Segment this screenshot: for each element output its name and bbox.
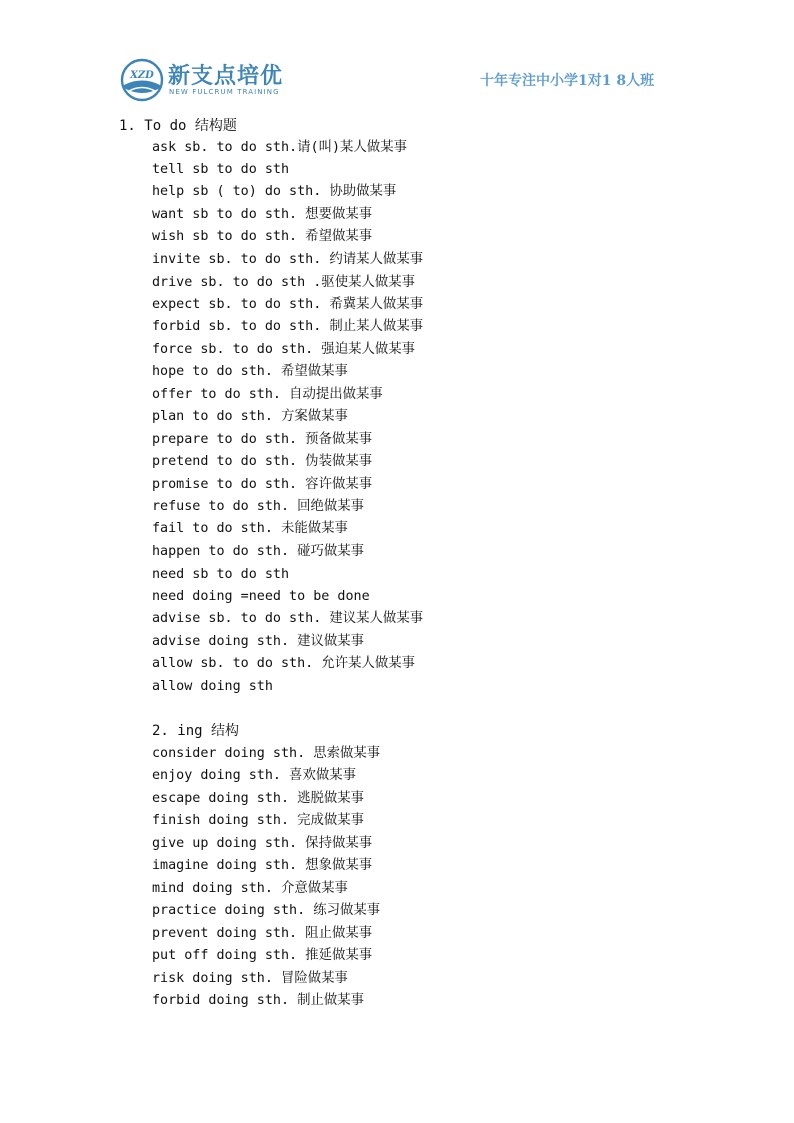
logo-mark-text: XZD [130,70,154,81]
list-item: practice doing sth. 练习做某事 [152,903,381,918]
list-item: advise doing sth. 建议做某事 [152,634,365,649]
list-item: fail to do sth. 未能做某事 [152,521,348,536]
list-item: need doing =need to be done [152,589,370,604]
section-title: 1. To do 结构题 [119,118,237,134]
list-item: force sb. to do sth. 强迫某人做某事 [152,342,416,357]
list-item: refuse to do sth. 回绝做某事 [152,499,365,514]
list-item: need sb to do sth [152,567,290,582]
list-item: risk doing sth. 冒险做某事 [152,971,348,986]
list-item: prepare to do sth. 预备做某事 [152,432,373,447]
list-item: hope to do sth. 希望做某事 [152,364,348,379]
list-item: drive sb. to do sth .驱使某人做某事 [152,275,416,290]
list-item: happen to do sth. 碰巧做某事 [152,544,365,559]
list-item: advise sb. to do sth. 建议某人做某事 [152,611,424,626]
list-item: want sb to do sth. 想要做某事 [152,207,373,222]
list-item: allow doing sth [152,679,273,694]
section-title: 2. ing 结构 [152,723,240,739]
list-item: put off doing sth. 推延做某事 [152,948,373,963]
list-item: forbid doing sth. 制止做某事 [152,993,365,1008]
list-item: forbid sb. to do sth. 制止某人做某事 [152,319,424,334]
list-item: finish doing sth. 完成做某事 [152,813,365,828]
list-item: wish sb to do sth. 希望做某事 [152,229,373,244]
list-item: give up doing sth. 保持做某事 [152,836,373,851]
list-item: consider doing sth. 思索做某事 [152,746,381,761]
brand-logo [120,58,290,102]
list-item: promise to do sth. 容许做某事 [152,477,373,492]
list-item: enjoy doing sth. 喜欢做某事 [152,768,357,783]
list-item: ask sb. to do sth.请(叫)某人做某事 [152,140,407,155]
list-item: invite sb. to do sth. 约请某人做某事 [152,252,424,267]
list-item: expect sb. to do sth. 希冀某人做某事 [152,297,424,312]
list-item: offer to do sth. 自动提出做某事 [152,387,383,402]
list-item: mind doing sth. 介意做某事 [152,881,348,896]
list-item: escape doing sth. 逃脱做某事 [152,791,365,806]
list-item: plan to do sth. 方案做某事 [152,409,348,424]
list-item: imagine doing sth. 想象做某事 [152,858,373,873]
header-slogan: 十年专注中小学1对1 8人班 [480,73,655,89]
list-item: prevent doing sth. 阻止做某事 [152,926,373,941]
logo-english-name: NEW FULCRUM TRAINING [169,88,280,96]
list-item: allow sb. to do sth. 允许某人做某事 [152,656,416,671]
list-item: help sb ( to) do sth. 协助做某事 [152,184,397,199]
list-item: pretend to do sth. 伪装做某事 [152,454,373,469]
logo-chinese-name: 新支点培优 [168,64,284,89]
list-item: tell sb to do sth [152,162,290,177]
page-header [0,0,794,110]
logo-emblem-icon [120,58,164,102]
